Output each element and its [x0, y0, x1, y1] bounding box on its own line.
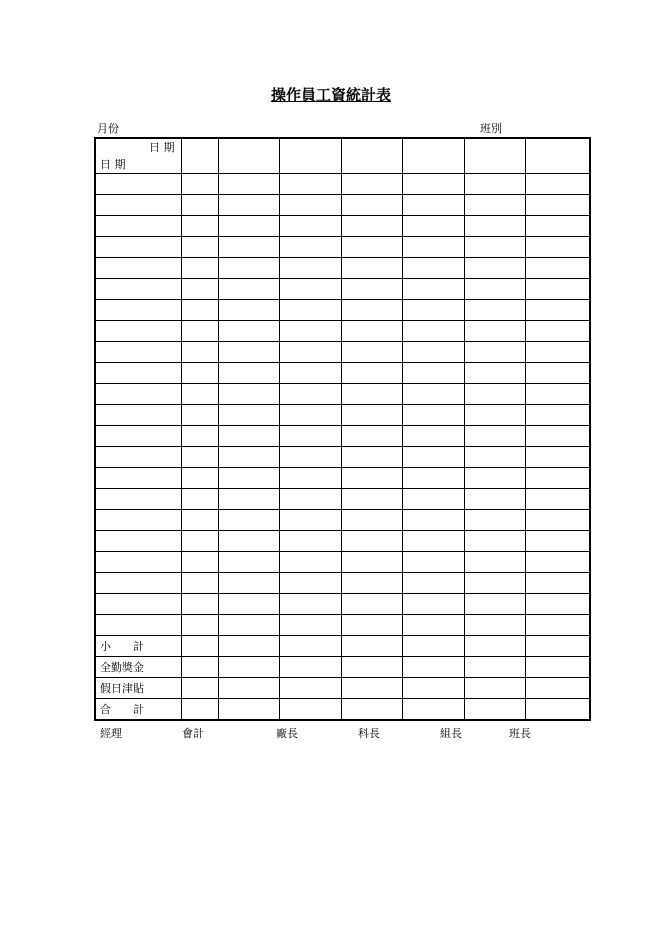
data-cell[interactable]	[525, 678, 590, 699]
data-cell[interactable]	[525, 573, 590, 594]
data-cell[interactable]	[279, 636, 341, 657]
data-cell[interactable]	[218, 363, 279, 384]
data-cell[interactable]	[402, 636, 464, 657]
data-cell[interactable]	[464, 216, 525, 237]
data-cell[interactable]	[341, 216, 402, 237]
data-cell[interactable]	[525, 321, 590, 342]
table-row	[95, 195, 590, 216]
header-cell[interactable]	[279, 138, 341, 174]
data-cell[interactable]	[218, 594, 279, 615]
data-cell[interactable]	[525, 174, 590, 195]
data-cell[interactable]	[218, 657, 279, 678]
summary-row	[95, 678, 590, 699]
data-cell[interactable]	[341, 573, 402, 594]
table-row	[95, 468, 590, 489]
data-cell[interactable]	[464, 279, 525, 300]
data-cell[interactable]	[464, 405, 525, 426]
data-cell[interactable]	[181, 258, 218, 279]
data-cell[interactable]	[402, 321, 464, 342]
data-cell[interactable]	[402, 426, 464, 447]
data-cell[interactable]	[181, 321, 218, 342]
data-cell[interactable]	[525, 489, 590, 510]
date-cell[interactable]	[95, 615, 181, 636]
date-cell[interactable]	[95, 174, 181, 195]
table-row	[95, 489, 590, 510]
summary-row	[95, 699, 590, 721]
data-cell[interactable]	[181, 678, 218, 699]
corner-top-label: 日 期	[149, 141, 175, 154]
data-cell[interactable]	[181, 657, 218, 678]
data-cell[interactable]	[218, 300, 279, 321]
data-cell[interactable]	[218, 405, 279, 426]
header-cell[interactable]	[402, 138, 464, 174]
data-cell[interactable]	[218, 552, 279, 573]
date-cell[interactable]	[95, 384, 181, 405]
data-cell[interactable]	[402, 573, 464, 594]
month-label: 月份	[97, 122, 119, 135]
date-cell[interactable]	[95, 405, 181, 426]
data-cell[interactable]	[181, 510, 218, 531]
data-cell[interactable]	[402, 510, 464, 531]
data-cell[interactable]	[218, 384, 279, 405]
table-row	[95, 447, 590, 468]
data-cell[interactable]	[525, 615, 590, 636]
data-cell[interactable]	[341, 594, 402, 615]
row-label-cell: 全勤獎金	[95, 657, 181, 678]
data-cell[interactable]	[464, 678, 525, 699]
data-cell[interactable]	[402, 258, 464, 279]
data-cell[interactable]	[218, 699, 279, 721]
table-row	[95, 426, 590, 447]
date-cell[interactable]	[95, 510, 181, 531]
row-label-cell: 合 計	[95, 699, 181, 721]
data-cell[interactable]	[402, 363, 464, 384]
data-cell[interactable]	[525, 258, 590, 279]
signature-section-chief: 科長	[358, 727, 380, 740]
data-cell[interactable]	[525, 552, 590, 573]
data-cell[interactable]	[218, 447, 279, 468]
data-cell[interactable]	[181, 468, 218, 489]
signature-factory-director: 廠長	[276, 727, 298, 740]
header-row	[95, 138, 590, 174]
signature-group-leader: 組長	[440, 727, 462, 740]
data-cell[interactable]	[341, 258, 402, 279]
data-cell[interactable]	[279, 321, 341, 342]
data-cell[interactable]	[402, 237, 464, 258]
data-cell[interactable]	[341, 237, 402, 258]
data-cell[interactable]	[402, 447, 464, 468]
data-cell[interactable]	[525, 426, 590, 447]
page-title: 操作員工資統計表	[270, 86, 391, 104]
data-cell[interactable]	[341, 468, 402, 489]
data-cell[interactable]	[218, 678, 279, 699]
data-cell[interactable]	[279, 489, 341, 510]
data-cell[interactable]	[402, 300, 464, 321]
table-row	[95, 279, 590, 300]
data-cell[interactable]	[341, 279, 402, 300]
wage-table-body	[95, 138, 590, 720]
data-cell[interactable]	[181, 279, 218, 300]
data-cell[interactable]	[525, 594, 590, 615]
data-cell[interactable]	[279, 174, 341, 195]
data-cell[interactable]	[181, 699, 218, 721]
table-row	[95, 384, 590, 405]
data-cell[interactable]	[525, 237, 590, 258]
data-cell[interactable]	[218, 216, 279, 237]
data-cell[interactable]	[341, 405, 402, 426]
data-cell[interactable]	[402, 195, 464, 216]
data-cell[interactable]	[402, 405, 464, 426]
data-cell[interactable]	[181, 594, 218, 615]
data-cell[interactable]	[402, 678, 464, 699]
data-cell[interactable]	[341, 447, 402, 468]
data-cell[interactable]	[218, 174, 279, 195]
data-cell[interactable]	[525, 384, 590, 405]
data-cell[interactable]	[218, 468, 279, 489]
data-cell[interactable]	[341, 321, 402, 342]
table-row	[95, 342, 590, 363]
date-cell[interactable]	[95, 363, 181, 384]
data-cell[interactable]	[218, 237, 279, 258]
signature-manager: 經理	[100, 727, 122, 740]
corner-bottom-label: 日 期	[100, 158, 126, 171]
data-cell[interactable]	[464, 237, 525, 258]
date-cell[interactable]	[95, 321, 181, 342]
table-row	[95, 363, 590, 384]
summary-row	[95, 636, 590, 657]
data-cell[interactable]	[341, 636, 402, 657]
data-cell[interactable]	[181, 552, 218, 573]
data-cell[interactable]	[525, 447, 590, 468]
data-cell[interactable]	[464, 531, 525, 552]
table-row	[95, 552, 590, 573]
data-cell[interactable]	[464, 510, 525, 531]
header-cell[interactable]	[525, 138, 590, 174]
data-cell[interactable]	[402, 174, 464, 195]
data-cell[interactable]	[279, 657, 341, 678]
data-cell[interactable]	[464, 573, 525, 594]
data-cell[interactable]	[464, 384, 525, 405]
data-cell[interactable]	[181, 174, 218, 195]
data-cell[interactable]	[181, 342, 218, 363]
data-cell[interactable]	[464, 321, 525, 342]
data-cell[interactable]	[279, 405, 341, 426]
data-cell[interactable]	[279, 216, 341, 237]
data-cell[interactable]	[525, 510, 590, 531]
data-cell[interactable]	[341, 342, 402, 363]
row-label-cell: 假日津貼	[95, 678, 181, 699]
signature-accountant: 會計	[182, 727, 204, 740]
data-cell[interactable]	[402, 699, 464, 721]
date-cell[interactable]	[95, 237, 181, 258]
data-cell[interactable]	[525, 300, 590, 321]
data-cell[interactable]	[464, 468, 525, 489]
date-cell[interactable]	[95, 300, 181, 321]
table-row	[95, 510, 590, 531]
header-cell[interactable]	[464, 138, 525, 174]
data-cell[interactable]	[341, 426, 402, 447]
date-cell[interactable]	[95, 489, 181, 510]
date-cell[interactable]	[95, 258, 181, 279]
data-cell[interactable]	[402, 216, 464, 237]
data-cell[interactable]	[218, 342, 279, 363]
data-cell[interactable]	[464, 195, 525, 216]
data-cell[interactable]	[181, 531, 218, 552]
data-cell[interactable]	[218, 258, 279, 279]
data-cell[interactable]	[279, 510, 341, 531]
data-cell[interactable]	[181, 636, 218, 657]
date-cell[interactable]	[95, 195, 181, 216]
data-cell[interactable]	[218, 279, 279, 300]
data-cell[interactable]	[279, 615, 341, 636]
data-cell[interactable]	[279, 699, 341, 721]
data-cell[interactable]	[464, 489, 525, 510]
data-cell[interactable]	[218, 510, 279, 531]
data-cell[interactable]	[402, 384, 464, 405]
data-cell[interactable]	[402, 489, 464, 510]
data-cell[interactable]	[218, 636, 279, 657]
data-cell[interactable]	[181, 300, 218, 321]
data-cell[interactable]	[341, 678, 402, 699]
data-cell[interactable]	[218, 321, 279, 342]
data-cell[interactable]	[341, 531, 402, 552]
data-cell[interactable]	[279, 195, 341, 216]
date-cell[interactable]	[95, 552, 181, 573]
corner-header-cell	[95, 138, 181, 174]
data-cell[interactable]	[279, 342, 341, 363]
data-cell[interactable]	[341, 300, 402, 321]
data-cell[interactable]	[464, 363, 525, 384]
data-cell[interactable]	[464, 657, 525, 678]
data-cell[interactable]	[218, 426, 279, 447]
data-cell[interactable]	[181, 447, 218, 468]
data-cell[interactable]	[525, 195, 590, 216]
date-cell[interactable]	[95, 594, 181, 615]
data-cell[interactable]	[341, 363, 402, 384]
data-cell[interactable]	[525, 531, 590, 552]
data-cell[interactable]	[341, 615, 402, 636]
data-cell[interactable]	[181, 216, 218, 237]
data-cell[interactable]	[279, 594, 341, 615]
signature-shift-leader: 班長	[509, 727, 531, 740]
data-cell[interactable]	[181, 426, 218, 447]
data-cell[interactable]	[525, 699, 590, 721]
data-cell[interactable]	[218, 615, 279, 636]
date-cell[interactable]	[95, 279, 181, 300]
data-cell[interactable]	[279, 447, 341, 468]
data-cell[interactable]	[402, 279, 464, 300]
table-row	[95, 216, 590, 237]
data-cell[interactable]	[464, 594, 525, 615]
data-cell[interactable]	[464, 342, 525, 363]
data-cell[interactable]	[279, 363, 341, 384]
header-cell[interactable]	[181, 138, 218, 174]
data-cell[interactable]	[464, 258, 525, 279]
data-cell[interactable]	[218, 195, 279, 216]
data-cell[interactable]	[464, 636, 525, 657]
data-cell[interactable]	[464, 174, 525, 195]
data-cell[interactable]	[464, 699, 525, 721]
data-cell[interactable]	[402, 615, 464, 636]
table-row	[95, 405, 590, 426]
row-label-cell: 小 計	[95, 636, 181, 657]
data-cell[interactable]	[525, 636, 590, 657]
table-row	[95, 174, 590, 195]
data-cell[interactable]	[279, 678, 341, 699]
data-cell[interactable]	[525, 279, 590, 300]
data-cell[interactable]	[218, 531, 279, 552]
header-cell[interactable]	[218, 138, 279, 174]
data-cell[interactable]	[181, 195, 218, 216]
data-cell[interactable]	[464, 552, 525, 573]
data-cell[interactable]	[279, 426, 341, 447]
data-cell[interactable]	[279, 237, 341, 258]
table-row	[95, 321, 590, 342]
data-cell[interactable]	[279, 300, 341, 321]
data-cell[interactable]	[181, 363, 218, 384]
data-cell[interactable]	[341, 489, 402, 510]
data-cell[interactable]	[279, 384, 341, 405]
data-cell[interactable]	[464, 426, 525, 447]
data-cell[interactable]	[464, 615, 525, 636]
date-cell[interactable]	[95, 342, 181, 363]
date-cell[interactable]	[95, 531, 181, 552]
data-cell[interactable]	[525, 405, 590, 426]
summary-row	[95, 657, 590, 678]
data-cell[interactable]	[341, 699, 402, 721]
data-cell[interactable]	[181, 384, 218, 405]
data-cell[interactable]	[181, 489, 218, 510]
data-cell[interactable]	[218, 573, 279, 594]
wage-table	[94, 137, 591, 721]
data-cell[interactable]	[279, 531, 341, 552]
table-row	[95, 237, 590, 258]
data-cell[interactable]	[402, 552, 464, 573]
table-row	[95, 573, 590, 594]
table-row	[95, 300, 590, 321]
data-cell[interactable]	[279, 258, 341, 279]
data-cell[interactable]	[181, 405, 218, 426]
data-cell[interactable]	[402, 594, 464, 615]
data-cell[interactable]	[341, 552, 402, 573]
table-row	[95, 594, 590, 615]
data-cell[interactable]	[181, 237, 218, 258]
date-cell[interactable]	[95, 468, 181, 489]
date-cell[interactable]	[95, 216, 181, 237]
data-cell[interactable]	[525, 342, 590, 363]
data-cell[interactable]	[402, 531, 464, 552]
data-cell[interactable]	[402, 657, 464, 678]
data-cell[interactable]	[341, 657, 402, 678]
data-cell[interactable]	[464, 300, 525, 321]
data-cell[interactable]	[402, 468, 464, 489]
header-cell[interactable]	[341, 138, 402, 174]
data-cell[interactable]	[181, 573, 218, 594]
data-cell[interactable]	[341, 384, 402, 405]
data-cell[interactable]	[525, 468, 590, 489]
data-cell[interactable]	[525, 657, 590, 678]
data-cell[interactable]	[402, 342, 464, 363]
data-cell[interactable]	[279, 573, 341, 594]
data-cell[interactable]	[279, 279, 341, 300]
date-cell[interactable]	[95, 447, 181, 468]
table-row	[95, 615, 590, 636]
data-cell[interactable]	[341, 174, 402, 195]
shift-label: 班別	[480, 122, 502, 135]
data-cell[interactable]	[181, 615, 218, 636]
date-cell[interactable]	[95, 573, 181, 594]
data-cell[interactable]	[279, 552, 341, 573]
date-cell[interactable]	[95, 426, 181, 447]
data-cell[interactable]	[525, 363, 590, 384]
data-cell[interactable]	[341, 510, 402, 531]
data-cell[interactable]	[218, 489, 279, 510]
data-cell[interactable]	[279, 468, 341, 489]
table-row	[95, 531, 590, 552]
data-cell[interactable]	[341, 195, 402, 216]
data-cell[interactable]	[464, 447, 525, 468]
table-row	[95, 258, 590, 279]
data-cell[interactable]	[525, 216, 590, 237]
